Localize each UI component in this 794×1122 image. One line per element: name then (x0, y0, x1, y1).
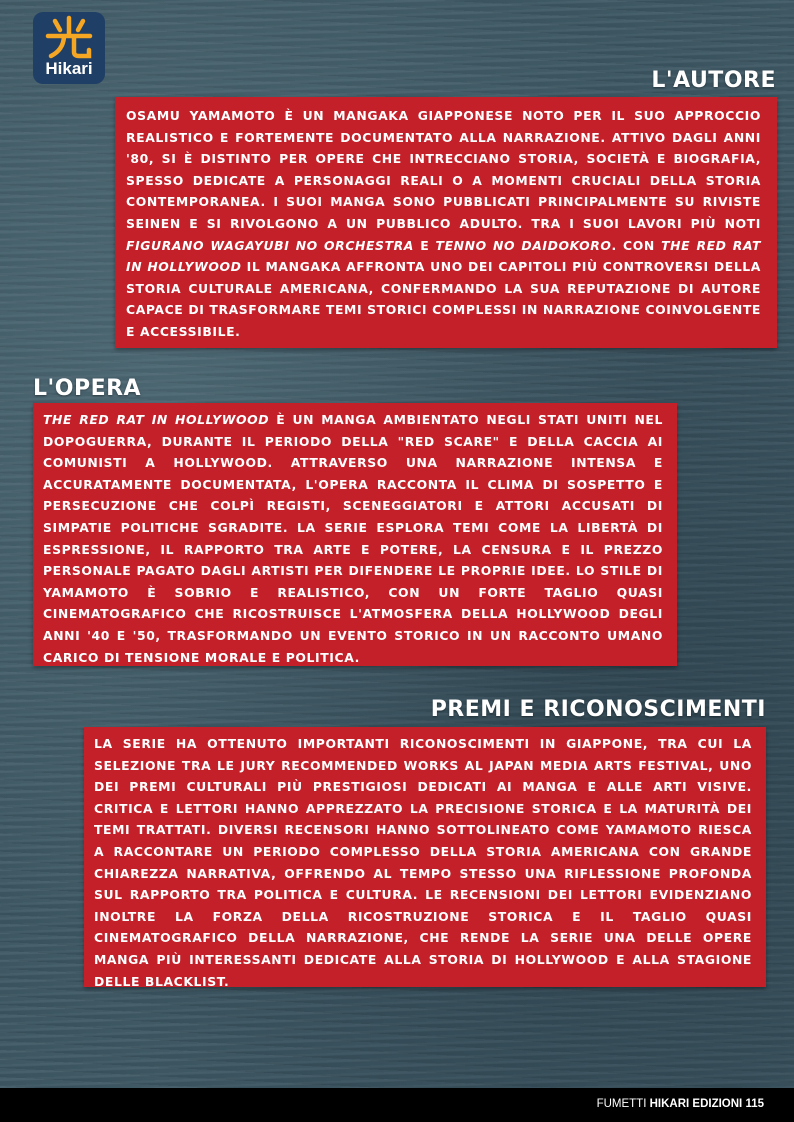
autore-text-4: IL MANGAKA AFFRONTA UNO DEI CAPITOLI PIÙ CONTROVERSI DELLA STORIA CULTURALE AMERICANA, CONFERMANDO LA SUA REPUTAZIONE DI AUTORE CAPACE DI TRASFORMARE TEMI STORICI COMPLESSI IN NARRAZIONE COINVOLGENTE E ACCESSIBILE. (126, 259, 761, 339)
section-heading-autore: L'AUTORE (651, 68, 776, 93)
hikari-glyph-icon (33, 12, 105, 62)
premi-text-box (84, 727, 766, 987)
section-heading-opera: L'OPERA (33, 376, 142, 401)
hikari-logo (33, 12, 105, 84)
section-heading-premi: PREMI E RICONOSCIMENTI (430, 697, 766, 722)
premi-text: LA SERIE HA OTTENUTO IMPORTANTI RICONOSCIMENTI IN GIAPPONE, TRA CUI LA SELEZIONE TRA LE JURY RECOMMENDED WORKS AL JAPAN MEDIA ARTS FESTIVAL, UNO DEI PREMI CULTURALI PIÙ PRESTIGIOSI DEDICATI AI MANGA E ALLE ARTI VISIVE. CRITICA E LETTORI HANNO APPREZZATO LA PRECISIONE STORICA E LA MATURITÀ DEI TEMI TRATTATI. DIVERSI RECENSORI HANNO SOTTOLINEATO COME YAMAMOTO RIESCA A RACCONTARE UN PERIODO COMPLESSO DELLA STORIA AMERICANA CON GRANDE CHIAREZZA NARRATIVA, OFFRENDO AL TEMPO STESSO UNA RIFLESSIONE PROFONDA SUL RAPPORTO TRA POLITICA E CULTURA. LE RECENSIONI DEI LETTORI EVIDENZIANO INOLTRE LA FORZA DELLA RICOSTRUZIONE STORICA E IL TAGLIO QUASI CINEMATOGRAFICO DELLA NARRAZIONE, CHE RENDE LA SERIE UNA DELLE OPERE MANGA PIÙ INTERESSANTI DEDICATE ALLA STORIA DI HOLLYWOOD E ALLA STAGIONE DELLE BLACKLIST. (94, 736, 752, 989)
autore-text-1: OSAMU YAMAMOTO È UN MANGAKA GIAPPONESE NOTO PER IL SUO APPROCCIO REALISTICO E FORTEMENTE DOCUMENTATO ALLA NARRAZIONE. ATTIVO DAGLI ANNI '80, SI È DISTINTO PER OPERE CHE INTRECCIANO STORIA, SOCIETÀ E BIOGRAFIA, SPESSO DEDICATE A PERSONAGGI REALI O A MOMENTI CRUCIALI DELLA STORIA CONTEMPORANEA. I SUOI MANGA SONO PUBBLICATI PRINCIPALMENTE SU RIVISTE SEINEN E SI RIVOLGONO A UN PUBBLICO ADULTO. TRA I SUOI LAVORI PIÙ NOTI (126, 108, 761, 231)
opera-title: THE RED RAT IN HOLLYWOOD (43, 412, 270, 427)
autore-text-2: E (413, 237, 436, 253)
autore-title-1: FIGURANO WAGAYUBI NO ORCHESTRA (126, 237, 414, 253)
autore-title-3: THE RED RAT IN HOLLYWOOD (126, 237, 761, 275)
autore-text-box (115, 97, 777, 348)
autore-text-3: . CON (611, 237, 662, 253)
autore-title-2: TENNO NO DAIDOKORO (435, 237, 612, 253)
opera-text-box (33, 403, 677, 666)
logo-label: Hikari (45, 59, 93, 78)
footer-credit (597, 1098, 764, 1110)
footer-bar (0, 1088, 794, 1122)
opera-text: È UN MANGA AMBIENTATO NEGLI STATI UNITI NEL DOPOGUERRA, DURANTE IL PERIODO DELLA "RED SCARE" E DELLA CACCIA AI COMUNISTI A HOLLYWOOD. ATTRAVERSO UNA NARRAZIONE INTENSA E ACCURATAMENTE DOCUMENTATA, L'OPERA RACCONTA IL CLIMA DI SOSPETTO E PERSECUZIONE CHE COLPÌ REGISTI, SCENEGGIATORI E ATTORI ACCUSATI DI SIMPATIE POLITICHE SGRADITE. LA SERIE ESPLORA TEMI COME LA LIBERTÀ DI ESPRESSIONE, IL RAPPORTO TRA ARTE E POTERE, LA CENSURA E IL PREZZO PERSONALE PAGATO DAGLI ARTISTI PER DIFENDERE LE PROPRIE IDEE. LO STILE DI YAMAMOTO È SOBRIO E REALISTICO, CON UN FORTE TAGLIO QUASI CINEMATOGRAFICO CHE RICOSTRUISCE L'ATMOSFERA DELLA HOLLYWOOD DEGLI ANNI '40 E '50, TRASFORMANDO UN EVENTO STORICO IN UN RACCONTO UMANO CARICO DI TENSIONE MORALE E POLITICA. (43, 412, 663, 665)
page-number: 115 (745, 1098, 764, 1110)
footer-brand: HIKARI EDIZIONI (649, 1098, 743, 1110)
footer-prefix: FUMETTI (596, 1098, 650, 1110)
